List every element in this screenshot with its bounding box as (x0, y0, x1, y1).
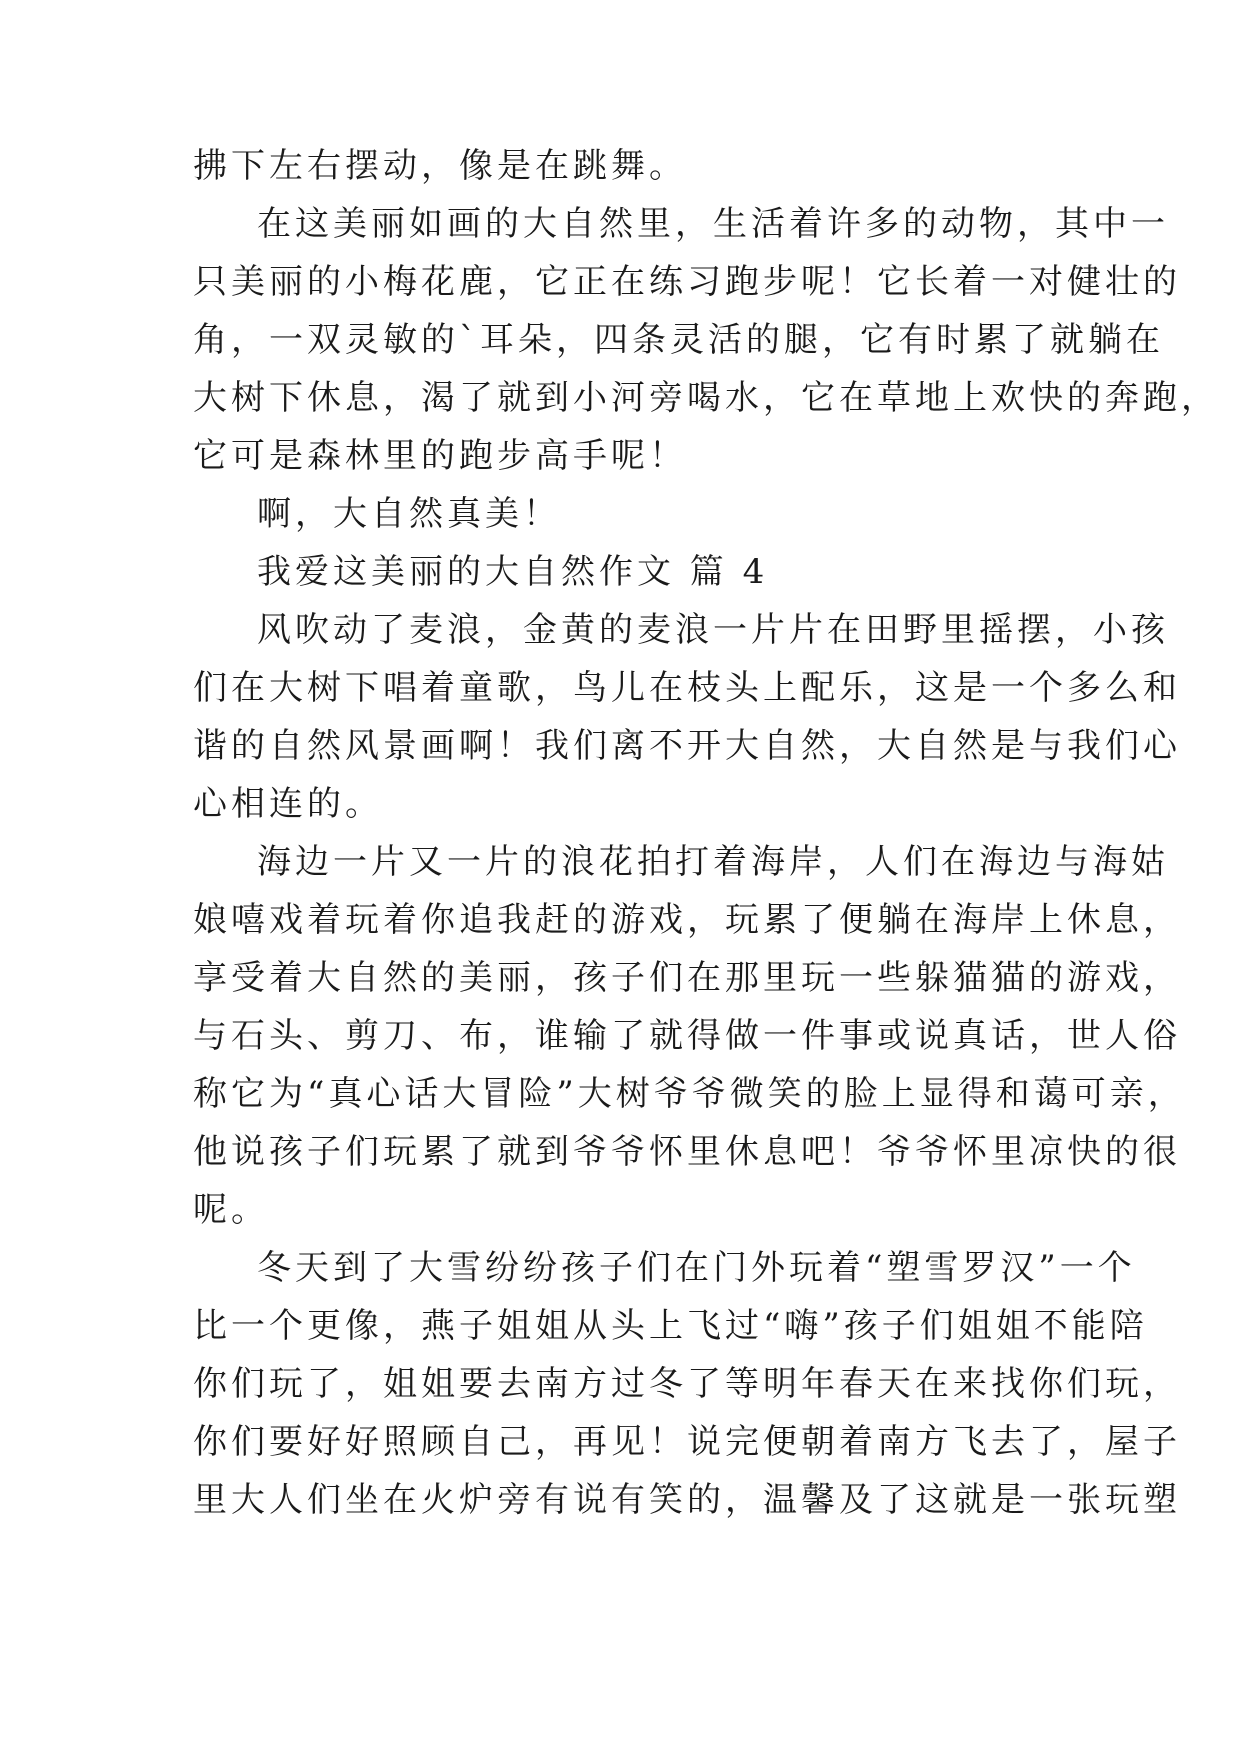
text-line: 呢。 (193, 1190, 269, 1230)
text-line: 海边一片又一片的浪花拍打着海岸，人们在海边与海姑 (257, 842, 1169, 882)
section-heading: 我爱这美丽的大自然作文 篇 4 (257, 552, 769, 592)
text-line: 啊，大自然真美！ (257, 494, 561, 534)
text-line: 与石头、剪刀、布，谁输了就得做一件事或说真话，世人俗 (193, 1016, 1181, 1056)
text-line: 享受着大自然的美丽，孩子们在那里玩一些躲猫猫的游戏， (193, 958, 1181, 998)
text-line: 心相连的。 (193, 784, 383, 824)
text-line: 风吹动了麦浪，金黄的麦浪一片片在田野里摇摆，小孩 (257, 610, 1169, 650)
text-line: 在这美丽如画的大自然里，生活着许多的动物，其中一 (257, 204, 1169, 244)
text-line: 冬天到了大雪纷纷孩子们在门外玩着“塑雪罗汉”一个 (257, 1248, 1136, 1288)
text-line: 你们要好好照顾自己，再见！说完便朝着南方飞去了，屋子 (193, 1422, 1181, 1462)
text-line: 里大人们坐在火炉旁有说有笑的，温馨及了这就是一张玩塑 (193, 1480, 1181, 1520)
text-line: 只美丽的小梅花鹿，它正在练习跑步呢！它长着一对健壮的 (193, 262, 1181, 302)
text-line: 你们玩了，姐姐要去南方过冬了等明年春天在来找你们玩， (193, 1364, 1181, 1404)
text-line: 比一个更像，燕子姐姐从头上飞过“嗨”孩子们姐姐不能陪 (193, 1306, 1148, 1346)
text-line: 他说孩子们玩累了就到爷爷怀里休息吧！爷爷怀里凉快的很 (193, 1132, 1181, 1172)
text-line: 它可是森林里的跑步高手呢！ (193, 436, 687, 476)
text-line: 娘嘻戏着玩着你追我赶的游戏，玩累了便躺在海岸上休息， (193, 900, 1181, 940)
text-line: 谐的自然风景画啊！我们离不开大自然，大自然是与我们心 (193, 726, 1181, 766)
text-line: 拂下左右摆动，像是在跳舞。 (193, 146, 687, 186)
text-line: 大树下休息，渴了就到小河旁喝水，它在草地上欢快的奔跑， (193, 378, 1219, 418)
text-line: 角，一双灵敏的`耳朵，四条灵活的腿，它有时累了就躺在 (193, 320, 1164, 360)
text-line: 们在大树下唱着童歌，鸟儿在枝头上配乐，这是一个多么和 (193, 668, 1181, 708)
text-line: 称它为“真心话大冒险”大树爷爷微笑的脸上显得和蔼可亲， (193, 1074, 1186, 1114)
